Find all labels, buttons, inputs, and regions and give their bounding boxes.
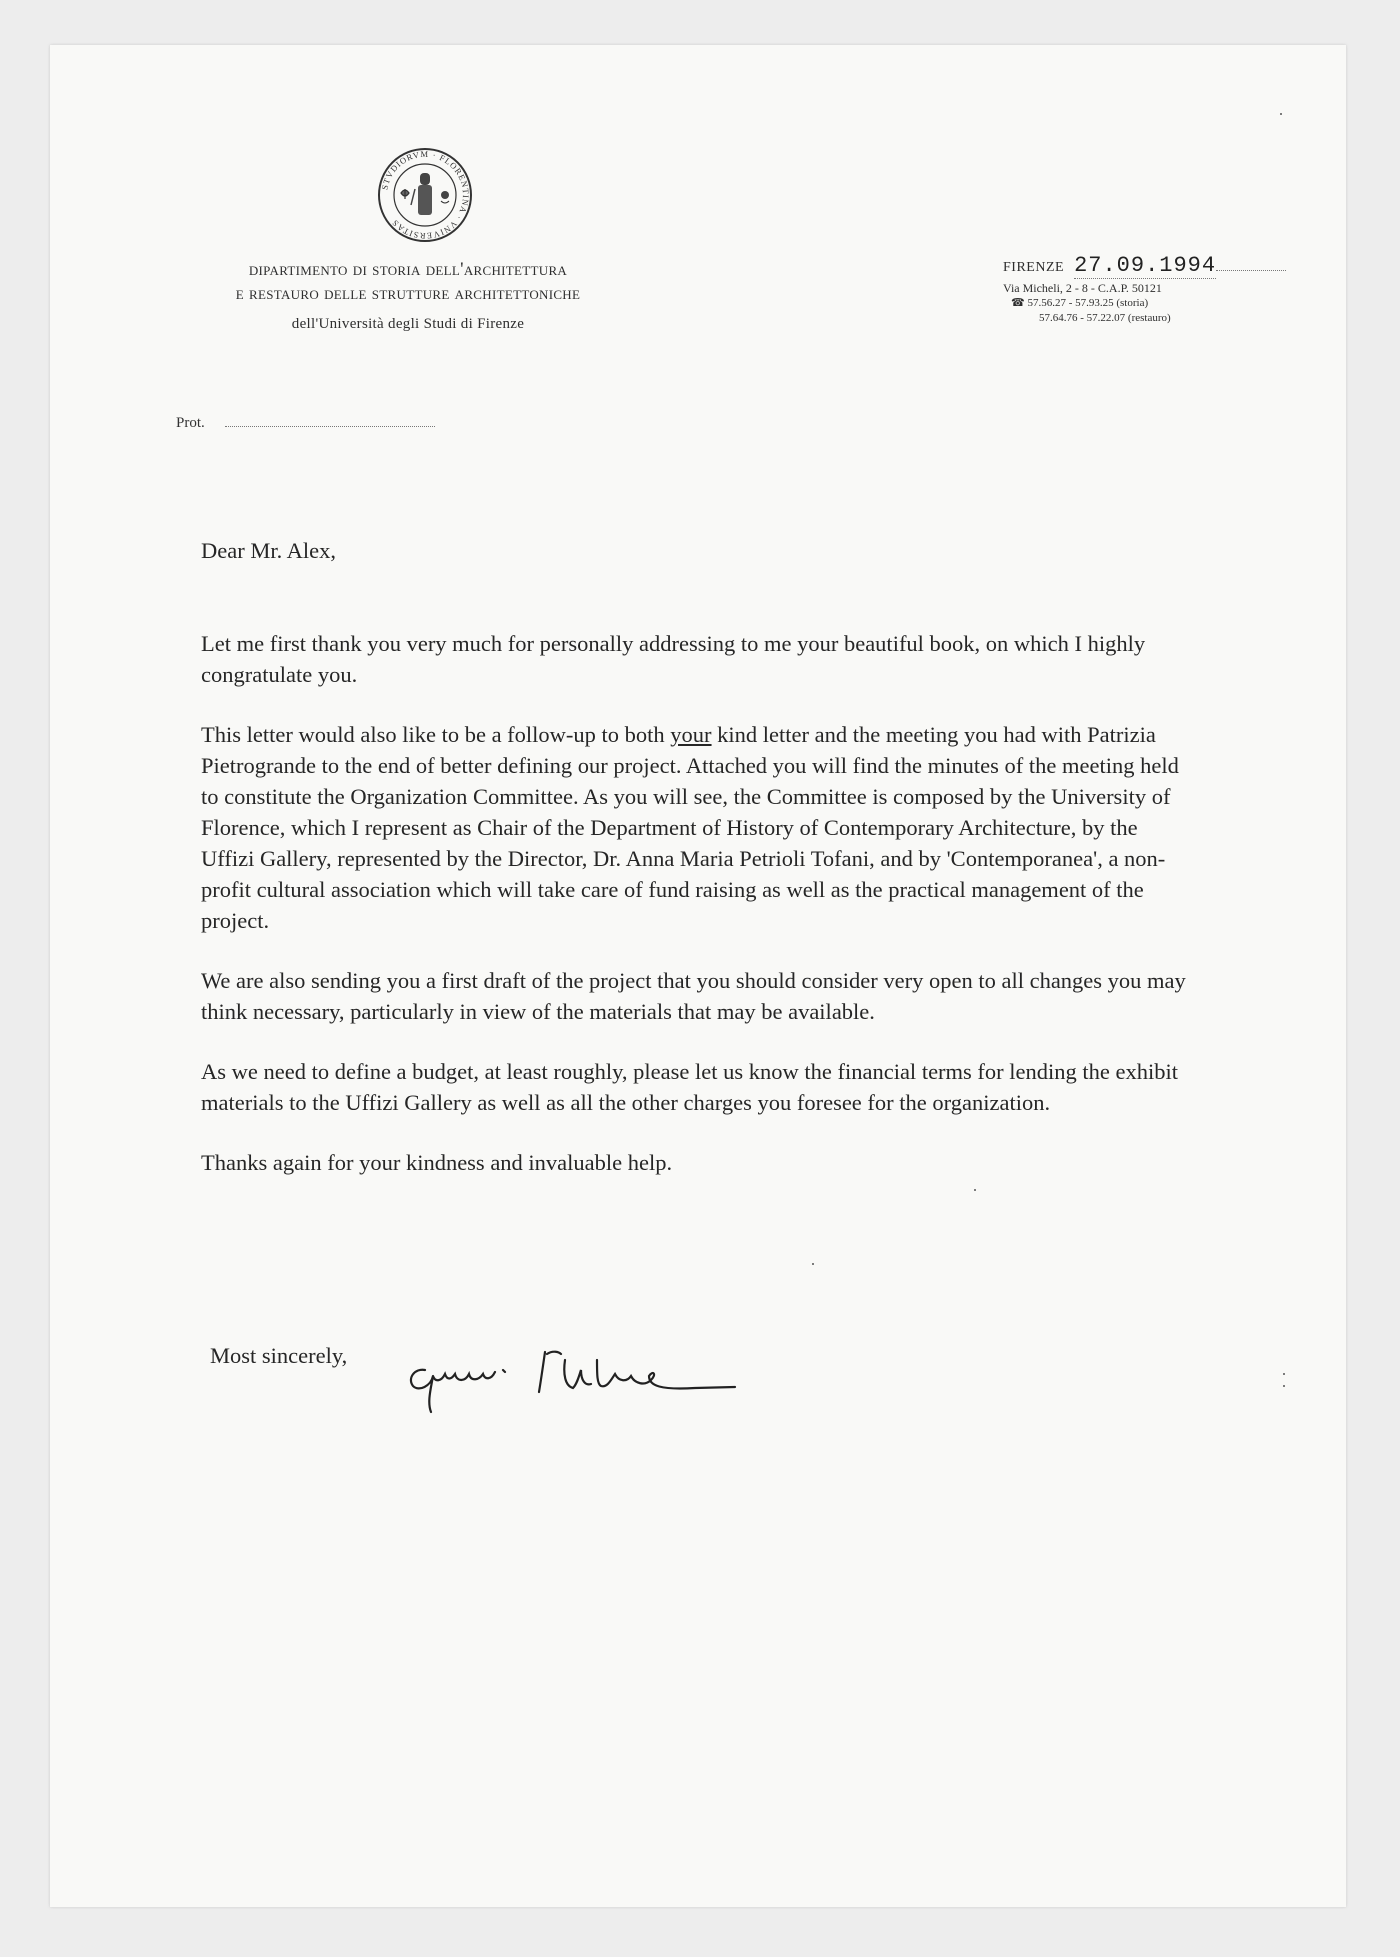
letter-sheet (50, 45, 1346, 1907)
department-line-1: dipartimento di storia dell'architettura (248, 259, 568, 280)
paragraph-thanks: Let me first thank you very much for personally addressing to me your beautiful book, on which I highly congratulate you. (201, 631, 1146, 687)
university-seal-icon (375, 145, 475, 245)
paper-speck (1283, 1373, 1285, 1375)
place-and-date-block (1003, 253, 1286, 326)
paper-speck (974, 1189, 976, 1191)
letter-body (201, 535, 1191, 1207)
letter-date: 27.09.1994 (1074, 253, 1217, 278)
city-label: FIRENZE (1003, 260, 1065, 275)
paragraph-draft: We are also sending you a first draft of the project that you should consider very open to all changes you may think necessary, particularly in view of the materials that may be available. (201, 968, 1186, 1024)
university-name: dell'Università degli Studi di Firenze (291, 316, 525, 332)
paper-speck (812, 1263, 814, 1265)
date-dotted-line (1216, 270, 1286, 271)
handwritten-signature (405, 1330, 765, 1420)
protocol-label: Prot. (176, 415, 205, 431)
underlined-word: your (670, 722, 712, 747)
phone-line-restauro: 57.64.76 - 57.22.07 (restauro) (1039, 312, 1171, 324)
address-line: Via Micheli, 2 - 8 - C.A.P. 50121 (1003, 281, 1162, 295)
department-line-2: e restauro delle strutture architettoniche (235, 283, 581, 304)
closing-phrase: Most sincerely, (210, 1343, 348, 1368)
protocol-field (176, 415, 435, 432)
svg-text:STVDIORVM · FLORENTINA · VNIVE: STVDIORVM · FLORENTINA · VNIVERSITAS (379, 148, 472, 242)
paragraph-committee-rest: kind letter and the meeting you had with Patrizia Pietrogrande to the end of better defining our project. Attached you will find the minutes of the meeting held to constitute the Organization Committee. As you will see, the Committee is composed by the University of Florence, which I represent as Chair of the Department of History of Contemporary Architecture, by the Uffizi Gallery, represented by the Director, Dr. Anna Maria Petrioli Tofani, and by 'Contemporanea', a non-profit cultural association which will take care of fund raising as well as the practical management of the project. (201, 722, 1179, 933)
department-heading (128, 258, 688, 336)
paragraph-committee-start: This letter would also like to be a follow-up to both (201, 722, 671, 747)
paragraph-committee (201, 719, 1191, 936)
paper-speck (1283, 1385, 1285, 1387)
paragraph-budget: As we need to define a budget, at least roughly, please let us know the financial terms for lending the exhibit materials to the Uffizi Gallery as well as all the other charges you foresee for the organization. (201, 1059, 1179, 1115)
phone-line-storia: ☎ 57.56.27 - 57.93.25 (storia) (1011, 297, 1149, 309)
paragraph-closing-thanks: Thanks again for your kindness and invaluable help. (201, 1150, 673, 1175)
protocol-dotted-line (225, 426, 435, 427)
salutation: Dear Mr. Alex, (201, 538, 336, 563)
paper-speck (1280, 113, 1282, 115)
